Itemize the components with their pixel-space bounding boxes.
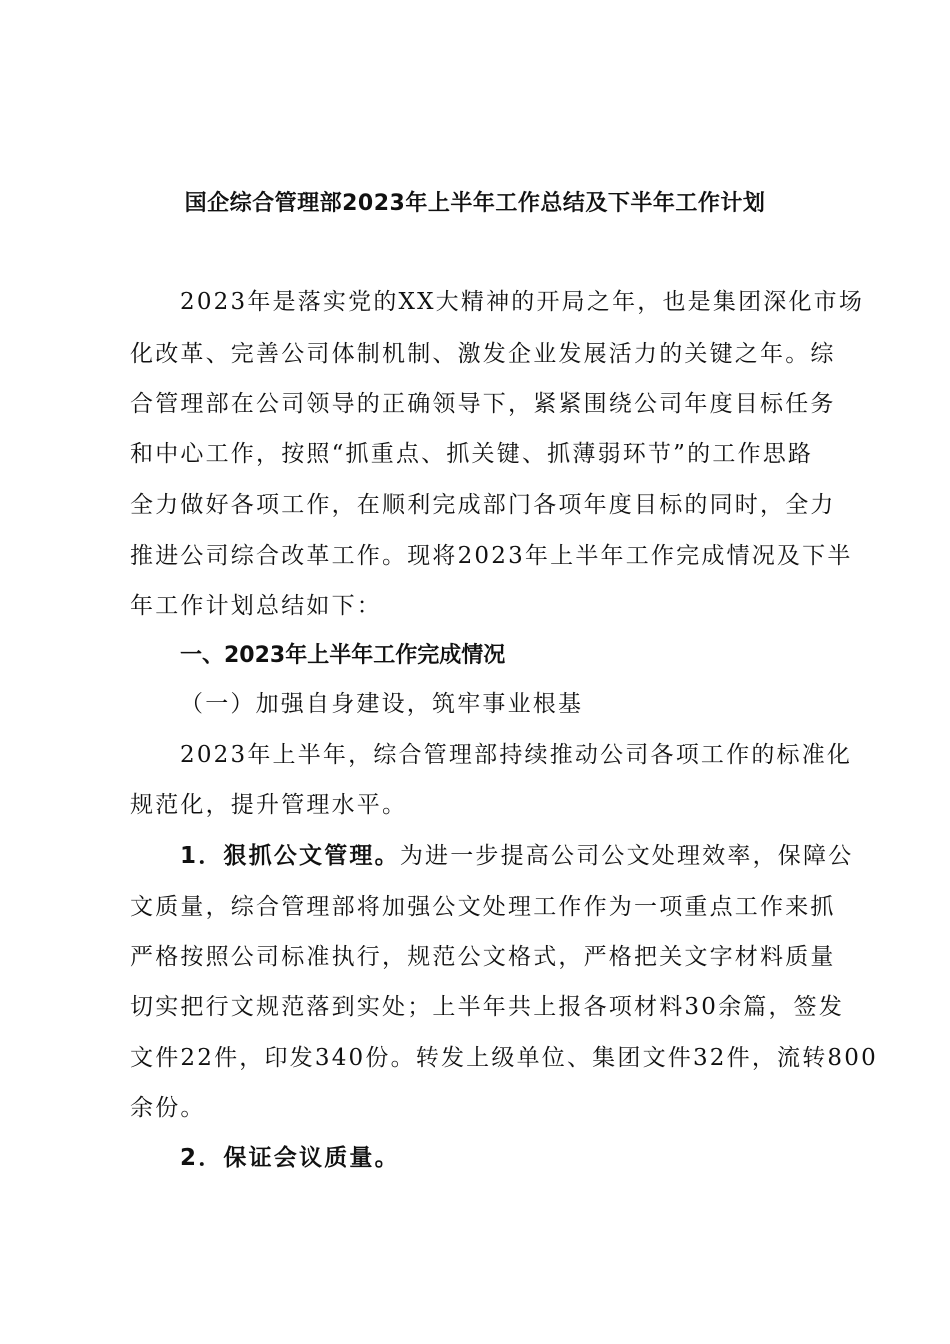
intro-line-6: 推进公司综合改革工作。现将2023年上半年工作完成情况及下半 xyxy=(130,543,853,569)
intro-line-5: 全力做好各项工作，在顺利完成部门各项年度目标的同时，全力 xyxy=(130,492,836,518)
item1-line-4: 切实把行文规范落到实处；上半年共上报各项材料30余篇，签发 xyxy=(130,994,845,1020)
section-heading: 一、2023年上半年工作完成情况 xyxy=(180,643,506,668)
item1-line-5: 文件22件，印发340份。转发上级单位、集团文件32件，流转800 xyxy=(130,1045,878,1071)
item2-lead: 2．保证会议质量。 xyxy=(180,1145,400,1171)
item1-line-3: 严格按照公司标准执行，规范公文格式，严格把关文字材料质量 xyxy=(130,944,836,970)
intro-line-3: 合管理部在公司领导的正确领导下，紧紧围绕公司年度目标任务 xyxy=(130,391,836,417)
intro-line-4: 和中心工作，按照“抓重点、抓关键、抓薄弱环节”的工作思路 xyxy=(130,441,814,467)
item1-line-2: 文质量，综合管理部将加强公文处理工作作为一项重点工作来抓 xyxy=(130,894,836,920)
subsection-heading: （一）加强自身建设，筑牢事业根基 xyxy=(180,691,584,717)
item1-first-line xyxy=(0,840,950,872)
intro-line-2: 化改革、完善公司体制机制、激发企业发展活力的关键之年。综 xyxy=(130,341,836,367)
item1-line-6: 余份。 xyxy=(130,1095,206,1121)
document-title: 国企综合管理部2023年上半年工作总结及下半年工作计划 xyxy=(184,191,766,216)
intro-line-1: 2023年是落实党的XX大精神的开局之年，也是集团深化市场 xyxy=(180,289,865,315)
item1-lead: 1．狠抓公文管理。 xyxy=(180,843,400,869)
item1-first-rest: 为进一步提高公司公文处理效率，保障公 xyxy=(399,843,854,869)
intro-line-7: 年工作计划总结如下： xyxy=(130,593,382,619)
subsection-line-1: 2023年上半年，综合管理部持续推动公司各项工作的标准化 xyxy=(180,742,853,768)
subsection-line-2: 规范化，提升管理水平。 xyxy=(130,792,408,818)
